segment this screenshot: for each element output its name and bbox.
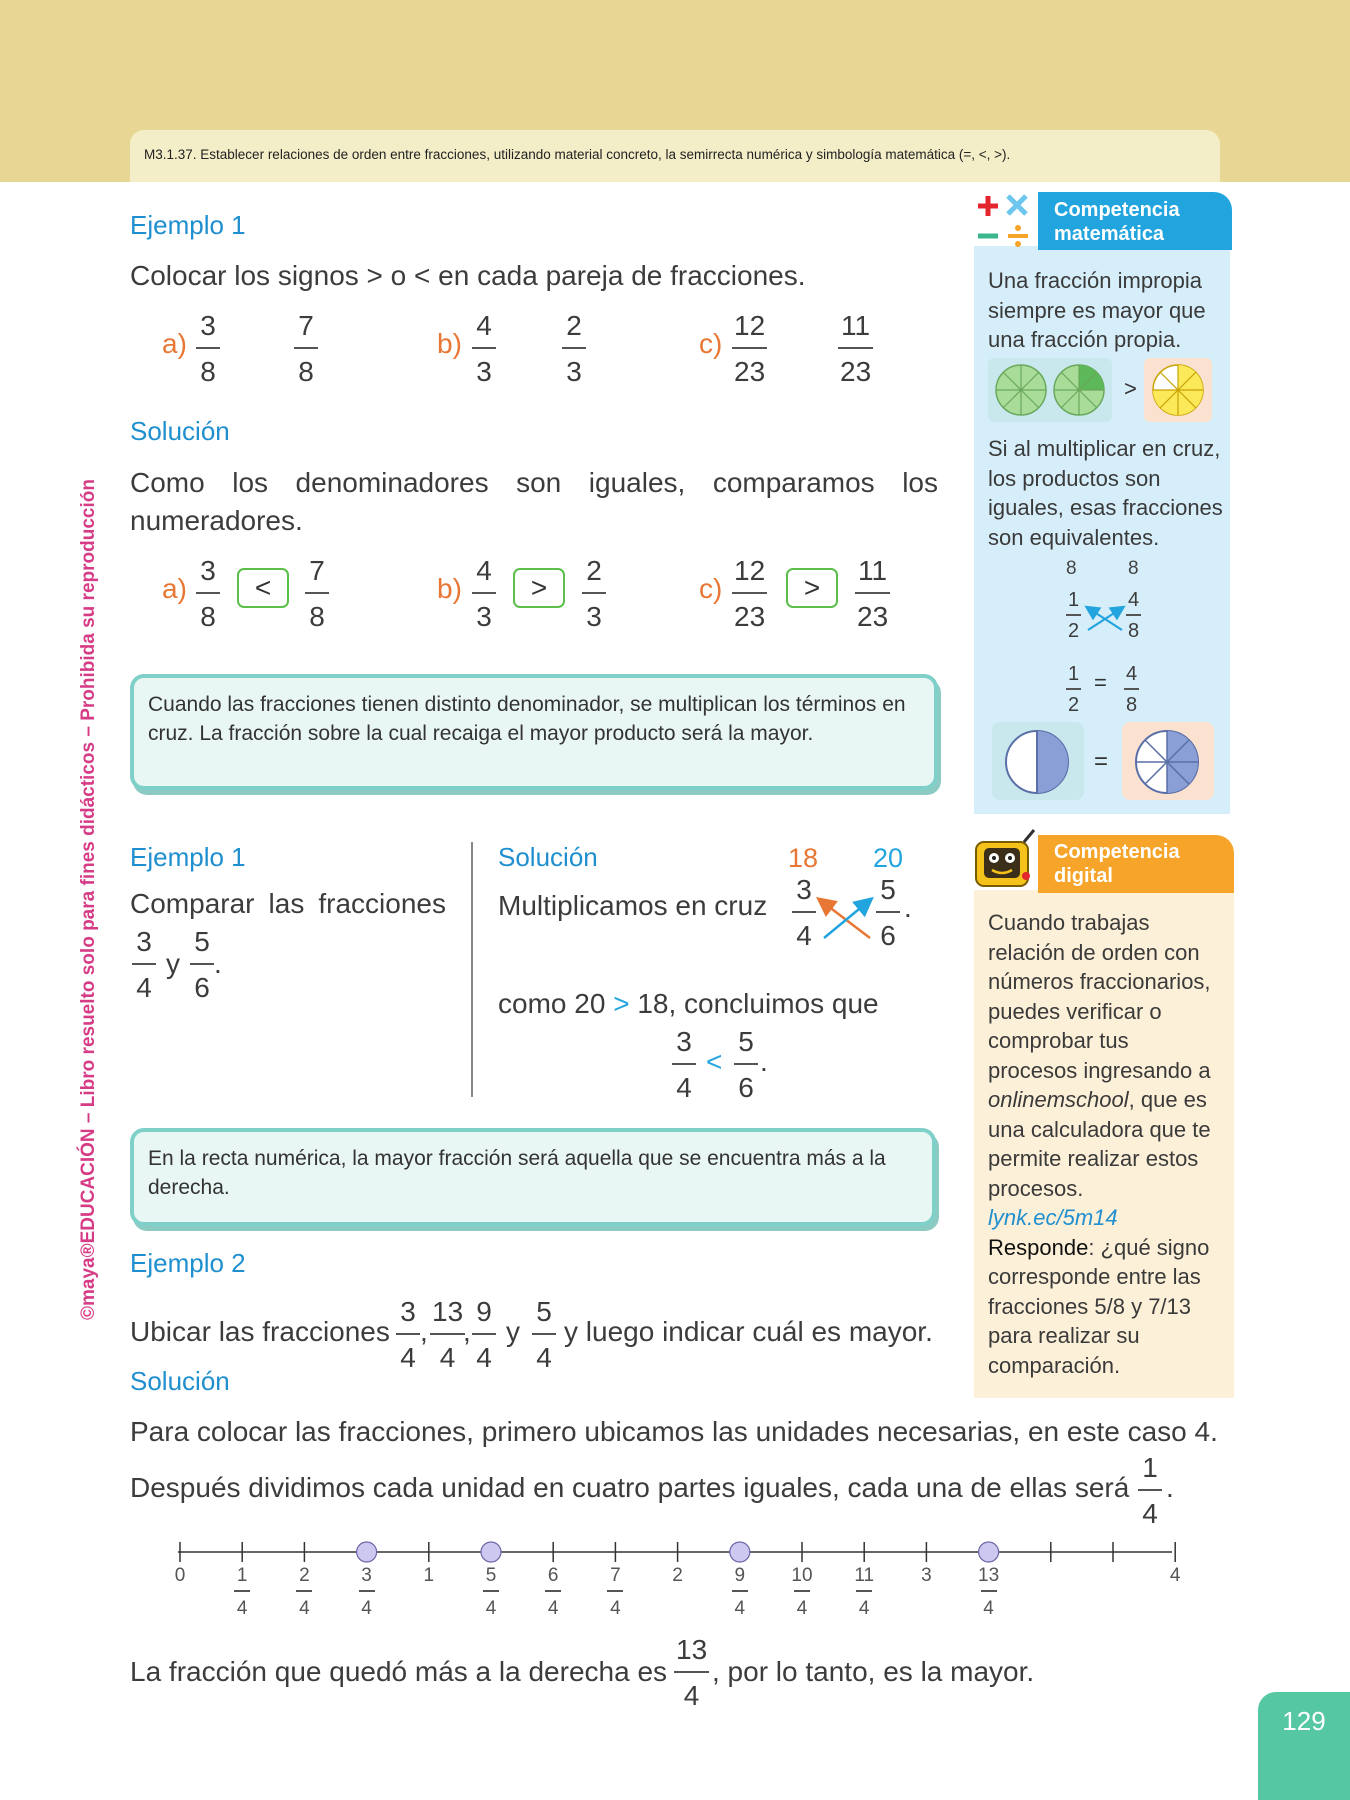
sign-box: >	[786, 568, 838, 608]
period: .	[1166, 1472, 1174, 1503]
tick-label: 2	[672, 1565, 683, 1586]
product-18: 18	[788, 843, 819, 873]
fraction: 3 4	[792, 876, 816, 950]
product-20: 20	[873, 843, 904, 873]
solution-title: Solución	[498, 842, 598, 872]
fraction: 2 3	[562, 312, 586, 386]
equals-sign: =	[1094, 748, 1109, 775]
page-number: 129	[1282, 1706, 1326, 1736]
label-a: a)	[162, 328, 187, 359]
fraction: 12 23	[734, 310, 766, 387]
half-pie	[1002, 727, 1072, 797]
fraction: 4 3	[472, 557, 496, 631]
improper-fraction-pies	[994, 362, 1108, 418]
tick-label: 6 4	[533, 1566, 573, 1618]
note-number-line: En la recta numérica, la mayor fracción será aquella que se encuentra más a la derecha.	[130, 1128, 936, 1226]
tick-label: 1	[423, 1565, 435, 1586]
label-c: c)	[699, 328, 723, 359]
period: .	[904, 892, 912, 923]
math-competence-title: Competencia matemática	[1054, 199, 1180, 245]
page-number-tab	[1258, 1692, 1350, 1800]
solution-title: Solución	[130, 416, 230, 446]
fraction: 4 8	[1126, 663, 1138, 716]
solution-line-1: Multiplicamos en cruz	[498, 890, 768, 921]
fraction: 3 8	[196, 557, 220, 631]
fraction: 11 23	[840, 310, 872, 387]
four-eighths-pie	[1132, 727, 1202, 797]
fraction: 5 6	[876, 876, 900, 950]
note-cross-multiplication: Cuando las fracciones tienen distinto denominador, se multiplican los términos en cruz. La fracción sobre la cual recaiga el mayor producto será la mayor.	[130, 674, 938, 790]
math-competence-text-2: Si al multiplicar en cruz, los productos son iguales, esas fracciones son equivalentes.	[988, 436, 1223, 550]
standard-text: M3.1.37. Establecer relaciones de orden entre fracciones, utilizando material concreto, la semirrecta numérica y simbología matemática (=, <, >).	[144, 147, 1011, 162]
fraction: 7 8	[305, 557, 329, 631]
conclusion-b: , por lo tanto, es la mayor.	[712, 1656, 1035, 1687]
fraction-marker	[357, 1542, 377, 1562]
solution-title: Solución	[130, 1366, 230, 1396]
solution-line-2: como 20 > 18, concluimos que	[498, 988, 879, 1019]
example-1-title: Ejemplo 1	[130, 210, 246, 240]
solution-line-2: Después dividimos cada unidad en cuatro partes iguales, cada una de ellas será	[130, 1472, 1130, 1503]
period: .	[214, 948, 222, 979]
fraction: 13 4	[432, 1296, 464, 1373]
solution-text: Como los denominadores son iguales, comparamos los numeradores.	[130, 467, 938, 536]
tick-label: 13 4	[978, 1565, 1000, 1619]
conjunction: y	[166, 948, 180, 979]
tick-label: 2 4	[284, 1566, 324, 1618]
tick-label: 1 4	[222, 1566, 262, 1618]
product-left: 8	[1066, 558, 1077, 579]
example-2-statement-b: y luego indicar cuál es mayor.	[564, 1316, 933, 1347]
digital-competence-title: Competencia digital	[1054, 841, 1180, 887]
fraction: 5 4	[532, 1298, 556, 1372]
tick-label: 7 4	[595, 1566, 635, 1618]
divider-line	[471, 842, 473, 1097]
sign-box: >	[513, 568, 565, 608]
greater-sign: >	[1124, 376, 1137, 401]
robot-mascot-icon	[968, 826, 1040, 894]
fraction-marker	[979, 1542, 999, 1562]
fraction: 9 4	[472, 1298, 496, 1372]
copyright-side-text: ©maya®EDUCACIÓN – Libro resuelto solo para fines didácticos – Prohibida su reproducción	[78, 479, 99, 1320]
label-b: b)	[437, 573, 462, 604]
proper-fraction-pie	[1150, 362, 1206, 418]
fraction: 5 6	[190, 928, 214, 1002]
sign-box: <	[237, 568, 289, 608]
label-a: a)	[162, 573, 187, 604]
comma: ,	[463, 1316, 471, 1347]
example-2-title: Ejemplo 2	[130, 1248, 246, 1278]
solution-line-1: Para colocar las fracciones, primero ubicamos las unidades necesarias, en este caso 4.	[130, 1416, 1218, 1447]
conjunction: y	[506, 1316, 520, 1347]
fraction: 4 8	[1128, 589, 1140, 642]
tick-label: 3	[921, 1565, 932, 1586]
cross-arrows-icon	[812, 888, 878, 948]
label-b: b)	[437, 328, 462, 359]
fraction: 4 3	[472, 312, 496, 386]
comma: ,	[420, 1316, 428, 1347]
period: .	[760, 1046, 768, 1077]
link-lynk[interactable]: lynk.ec/5m14	[988, 1205, 1118, 1230]
conclusion-a: La fracción que quedó más a la derecha es	[130, 1656, 668, 1687]
fraction: 3 4	[396, 1298, 420, 1372]
example-1b-statement: Comparar las fracciones	[130, 888, 446, 919]
fraction: 12 23	[734, 555, 766, 632]
product-right: 8	[1128, 558, 1139, 579]
fraction: 5 6	[734, 1028, 758, 1102]
fraction-marker	[730, 1542, 750, 1562]
fraction: 11 23	[857, 555, 889, 632]
cross-arrows-icon	[1082, 602, 1126, 636]
digital-competence-text: Cuando trabajas relación de orden con números fraccionarios, puedes verificar o comprobar tus procesos ingresando a onlinemschool, que es una calculadora que te permite realizar estos procesos. lynk.ec/5m14 Responde: ¿qué signo corresponde entre las fracciones 5/8 y 7/13 para realizar su comparación.	[988, 910, 1211, 1378]
tick-label: 11 4	[854, 1565, 875, 1619]
tick-label: 10 4	[791, 1565, 813, 1619]
example-1-statement: Colocar los signos > o < en cada pareja de fracciones.	[130, 260, 806, 291]
tick-label: 4	[1169, 1565, 1181, 1586]
tick-label: 9 4	[720, 1566, 760, 1618]
math-operations-icon	[972, 190, 1036, 252]
fraction: 1 2	[1068, 589, 1080, 642]
fraction: 1 4	[1138, 1454, 1162, 1528]
equals-sign: =	[1094, 670, 1107, 695]
fraction-marker	[481, 1542, 501, 1562]
label-c: c)	[699, 573, 723, 604]
fraction: 1 2	[1068, 663, 1080, 716]
tick-label: 5 4	[471, 1566, 511, 1618]
fraction: 13 4	[676, 1634, 708, 1711]
fraction: 7 8	[294, 312, 318, 386]
result-sign: <	[706, 1046, 723, 1077]
fraction: 3 8	[196, 312, 220, 386]
tick-label: 3 4	[347, 1566, 387, 1618]
example-1b-title: Ejemplo 1	[130, 842, 246, 872]
fraction: 3 4	[132, 928, 156, 1002]
tick-label: 0	[174, 1565, 186, 1586]
fraction: 3 4	[672, 1028, 696, 1102]
math-competence-text-1: Una fracción impropia siempre es mayor que una fracción propia.	[988, 268, 1206, 352]
fraction: 2 3	[582, 557, 606, 631]
example-2-statement-a: Ubicar las fracciones	[130, 1316, 390, 1347]
